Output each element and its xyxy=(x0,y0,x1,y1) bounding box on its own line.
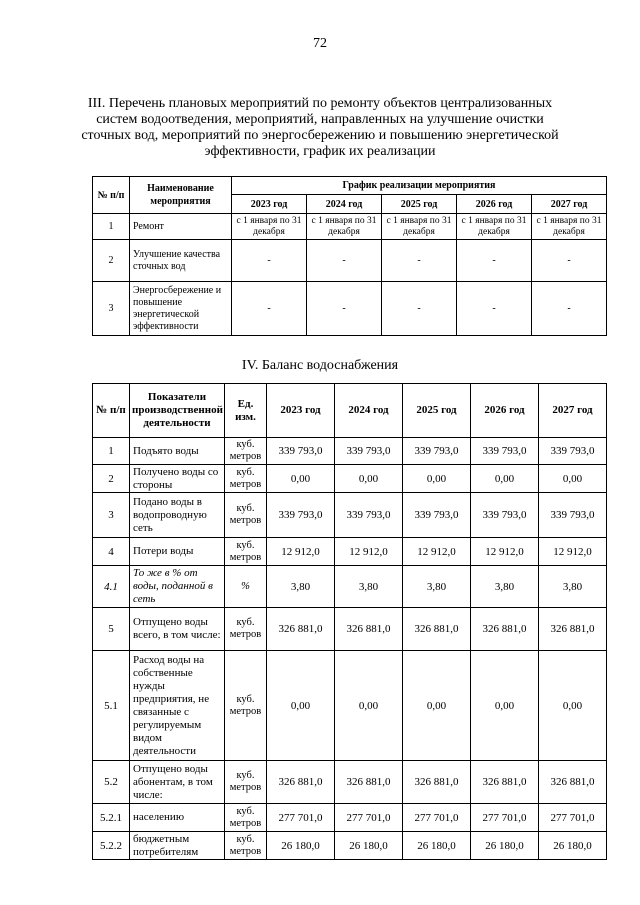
row-value: 0,00 xyxy=(267,465,335,493)
row-value: 3,80 xyxy=(403,566,471,608)
row-value: - xyxy=(457,240,532,282)
row-value: 326 881,0 xyxy=(471,608,539,651)
row-num: 5 xyxy=(93,608,130,651)
row-num: 3 xyxy=(93,282,130,336)
table-row xyxy=(93,608,607,651)
header-year: 2023 год xyxy=(232,195,307,214)
row-num: 5.2.1 xyxy=(93,804,130,832)
row-value: 326 881,0 xyxy=(471,761,539,804)
header-num: № п/п xyxy=(93,177,130,214)
row-value: - xyxy=(232,240,307,282)
row-value: 326 881,0 xyxy=(403,608,471,651)
row-value: с 1 января по 31 декабря xyxy=(457,214,532,240)
header-year: 2024 год xyxy=(335,384,403,438)
row-num: 5.2 xyxy=(93,761,130,804)
section-3-title: III. Перечень плановых мероприятий по ремонту объектов централизованных систем водоотведения, мероприятий, направленных на улучшение очистки сточных вод, мероприятий по энергосбережению и повышению энергетической эффективности, график их реализации xyxy=(81,96,559,159)
row-value: 277 701,0 xyxy=(267,804,335,832)
row-value: 0,00 xyxy=(267,651,335,761)
row-value: 339 793,0 xyxy=(539,493,607,538)
row-value: - xyxy=(532,282,607,336)
header-schedule: График реализации мероприятия xyxy=(232,177,607,195)
row-value: 326 881,0 xyxy=(335,608,403,651)
row-value: 326 881,0 xyxy=(403,761,471,804)
row-value: 26 180,0 xyxy=(335,832,403,860)
row-value: 339 793,0 xyxy=(267,438,335,465)
row-name: бюджетным потребителям xyxy=(130,832,225,860)
row-value: с 1 января по 31 декабря xyxy=(307,214,382,240)
row-value: 277 701,0 xyxy=(471,804,539,832)
header-measure-name: Наименование мероприятия xyxy=(130,177,232,214)
row-value: - xyxy=(232,282,307,336)
row-num: 1 xyxy=(93,214,130,240)
row-value: 277 701,0 xyxy=(335,804,403,832)
row-value: 326 881,0 xyxy=(539,608,607,651)
row-value: 26 180,0 xyxy=(471,832,539,860)
row-name: Ремонт xyxy=(130,214,232,240)
row-unit: куб. метров xyxy=(225,465,267,493)
header-unit: Ед. изм. xyxy=(225,384,267,438)
row-value: 339 793,0 xyxy=(403,493,471,538)
row-unit: куб. метров xyxy=(225,493,267,538)
measures-schedule-table xyxy=(92,176,607,336)
row-value: 277 701,0 xyxy=(539,804,607,832)
row-unit: % xyxy=(225,566,267,608)
row-value: 326 881,0 xyxy=(539,761,607,804)
row-value: с 1 января по 31 декабря xyxy=(232,214,307,240)
row-num: 2 xyxy=(93,465,130,493)
header-year: 2025 год xyxy=(382,195,457,214)
row-value: 0,00 xyxy=(403,651,471,761)
row-value: 339 793,0 xyxy=(267,493,335,538)
row-unit: куб. метров xyxy=(225,538,267,566)
water-balance-table xyxy=(92,383,607,860)
row-num: 4 xyxy=(93,538,130,566)
row-value: 3,80 xyxy=(471,566,539,608)
row-value: - xyxy=(307,282,382,336)
row-value: 339 793,0 xyxy=(335,493,403,538)
row-num: 3 xyxy=(93,493,130,538)
table-row xyxy=(93,282,607,336)
row-name: Подъято воды xyxy=(130,438,225,465)
table-row xyxy=(93,438,607,465)
row-value: 326 881,0 xyxy=(267,761,335,804)
row-value: 326 881,0 xyxy=(267,608,335,651)
row-value: 339 793,0 xyxy=(335,438,403,465)
row-value: 0,00 xyxy=(403,465,471,493)
header-year: 2027 год xyxy=(539,384,607,438)
row-value: 339 793,0 xyxy=(471,493,539,538)
row-value: 0,00 xyxy=(471,651,539,761)
table-row xyxy=(93,832,607,860)
header-year: 2025 год xyxy=(403,384,471,438)
row-value: 12 912,0 xyxy=(539,538,607,566)
table-row xyxy=(93,465,607,493)
row-value: с 1 января по 31 декабря xyxy=(382,214,457,240)
row-unit: куб. метров xyxy=(225,761,267,804)
row-value: - xyxy=(457,282,532,336)
header-indicator: Показатели производственной деятельности xyxy=(130,384,225,438)
row-value: 26 180,0 xyxy=(403,832,471,860)
row-unit: куб. метров xyxy=(225,651,267,761)
row-name: населению xyxy=(130,804,225,832)
row-value: 339 793,0 xyxy=(539,438,607,465)
row-name: Отпущено воды абонентам, в том числе: xyxy=(130,761,225,804)
row-value: 3,80 xyxy=(335,566,403,608)
row-value: 3,80 xyxy=(267,566,335,608)
row-name: То же в % от воды, поданной в сеть xyxy=(130,566,225,608)
row-value: с 1 января по 31 декабря xyxy=(532,214,607,240)
row-num: 5.2.2 xyxy=(93,832,130,860)
row-value: - xyxy=(382,282,457,336)
header-year: 2026 год xyxy=(457,195,532,214)
row-value: - xyxy=(532,240,607,282)
row-value: 0,00 xyxy=(539,651,607,761)
section-4-title: IV. Баланс водоснабжения xyxy=(241,358,399,373)
row-name: Подано воды в водопроводную сеть xyxy=(130,493,225,538)
table-row xyxy=(93,240,607,282)
header-year: 2023 год xyxy=(267,384,335,438)
row-num: 5.1 xyxy=(93,651,130,761)
row-value: 3,80 xyxy=(539,566,607,608)
row-value: 12 912,0 xyxy=(403,538,471,566)
row-unit: куб. метров xyxy=(225,438,267,465)
row-value: 339 793,0 xyxy=(403,438,471,465)
row-value: 26 180,0 xyxy=(267,832,335,860)
header-year: 2027 год xyxy=(532,195,607,214)
row-value: 326 881,0 xyxy=(335,761,403,804)
table-row xyxy=(93,566,607,608)
row-num: 2 xyxy=(93,240,130,282)
header-year: 2026 год xyxy=(471,384,539,438)
row-name: Улучшение качества сточных вод xyxy=(130,240,232,282)
row-value: 0,00 xyxy=(539,465,607,493)
row-value: 26 180,0 xyxy=(539,832,607,860)
row-num: 1 xyxy=(93,438,130,465)
table-row xyxy=(93,493,607,538)
row-value: - xyxy=(307,240,382,282)
header-num: № п/п xyxy=(93,384,130,438)
row-value: 0,00 xyxy=(335,465,403,493)
row-unit: куб. метров xyxy=(225,804,267,832)
row-name: Отпущено воды всего, в том числе: xyxy=(130,608,225,651)
row-value: 339 793,0 xyxy=(471,438,539,465)
row-value: 12 912,0 xyxy=(335,538,403,566)
table-row xyxy=(93,214,607,240)
row-unit: куб. метров xyxy=(225,608,267,651)
row-value: - xyxy=(382,240,457,282)
row-name: Получено воды со стороны xyxy=(130,465,225,493)
table-row xyxy=(93,804,607,832)
row-name: Потери воды xyxy=(130,538,225,566)
row-name: Расход воды на собственные нужды предприятия, не связанные с регулируемым видом деятельности xyxy=(130,651,225,761)
table-row xyxy=(93,761,607,804)
page-number: 72 xyxy=(313,36,327,51)
row-value: 277 701,0 xyxy=(403,804,471,832)
header-year: 2024 год xyxy=(307,195,382,214)
row-num: 4.1 xyxy=(93,566,130,608)
row-unit: куб. метров xyxy=(225,832,267,860)
row-value: 12 912,0 xyxy=(471,538,539,566)
row-value: 0,00 xyxy=(471,465,539,493)
row-value: 12 912,0 xyxy=(267,538,335,566)
row-name: Энергосбережение и повышение энергетической эффективности xyxy=(130,282,232,336)
row-value: 0,00 xyxy=(335,651,403,761)
table-row xyxy=(93,651,607,761)
table-row xyxy=(93,538,607,566)
